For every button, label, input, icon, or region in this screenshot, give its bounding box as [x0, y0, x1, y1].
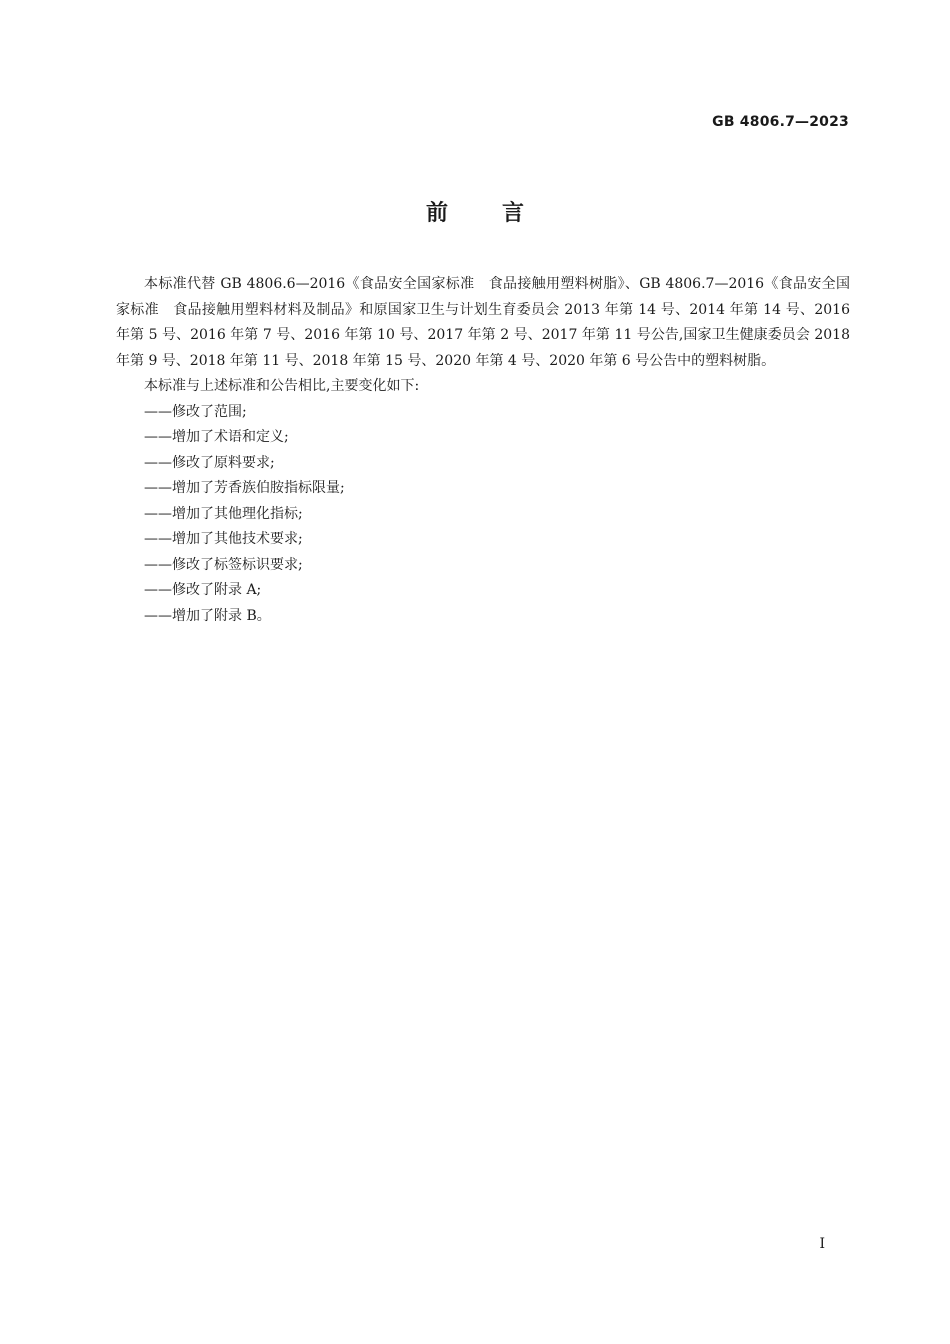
changes-intro-paragraph: 本标准与上述标准和公告相比,主要变化如下:: [144, 378, 420, 394]
list-item: ——增加了芳香族伯胺指标限量;: [144, 480, 345, 496]
list-item: ——增加了术语和定义;: [144, 429, 289, 445]
list-item: ——增加了其他技术要求;: [144, 531, 303, 547]
list-item: ——增加了附录 B。: [144, 607, 271, 624]
replacement-paragraph: 本标准代替 GB 4806.6—2016《食品安全国家标准 食品接触用塑料树脂》、GB 4806.7—2016《食品安全国家标准 食品接触用塑料材料及制品》和原国家卫生与计划生育委员会 2013 年第 14 号、2014 年第 14 号、2016 年第 5 号、2016 年第 7 号、2016 年第 10 号、2017 年第 2 号、2017 年第 11 号公告,国家卫生健康委员会 2018 年第 9 号、2018 年第 11 号、2018 年第 15 号、2020 年第 4 号、2020 年第 6 号公告中的塑料树脂。: [116, 276, 850, 369]
list-item: ——修改了标签标识要求;: [144, 556, 303, 573]
standard-code: GB 4806.7—2023: [712, 114, 849, 130]
changes-list: [116, 400, 850, 630]
list-item: ——修改了附录 A;: [144, 582, 262, 598]
foreword-body: [116, 272, 850, 629]
list-item: ——修改了范围;: [144, 403, 247, 420]
page-title: 前言: [425, 201, 578, 226]
page-number: I: [819, 1236, 825, 1252]
list-item: ——增加了其他理化指标;: [144, 505, 303, 522]
list-item: ——修改了原料要求;: [144, 454, 275, 471]
